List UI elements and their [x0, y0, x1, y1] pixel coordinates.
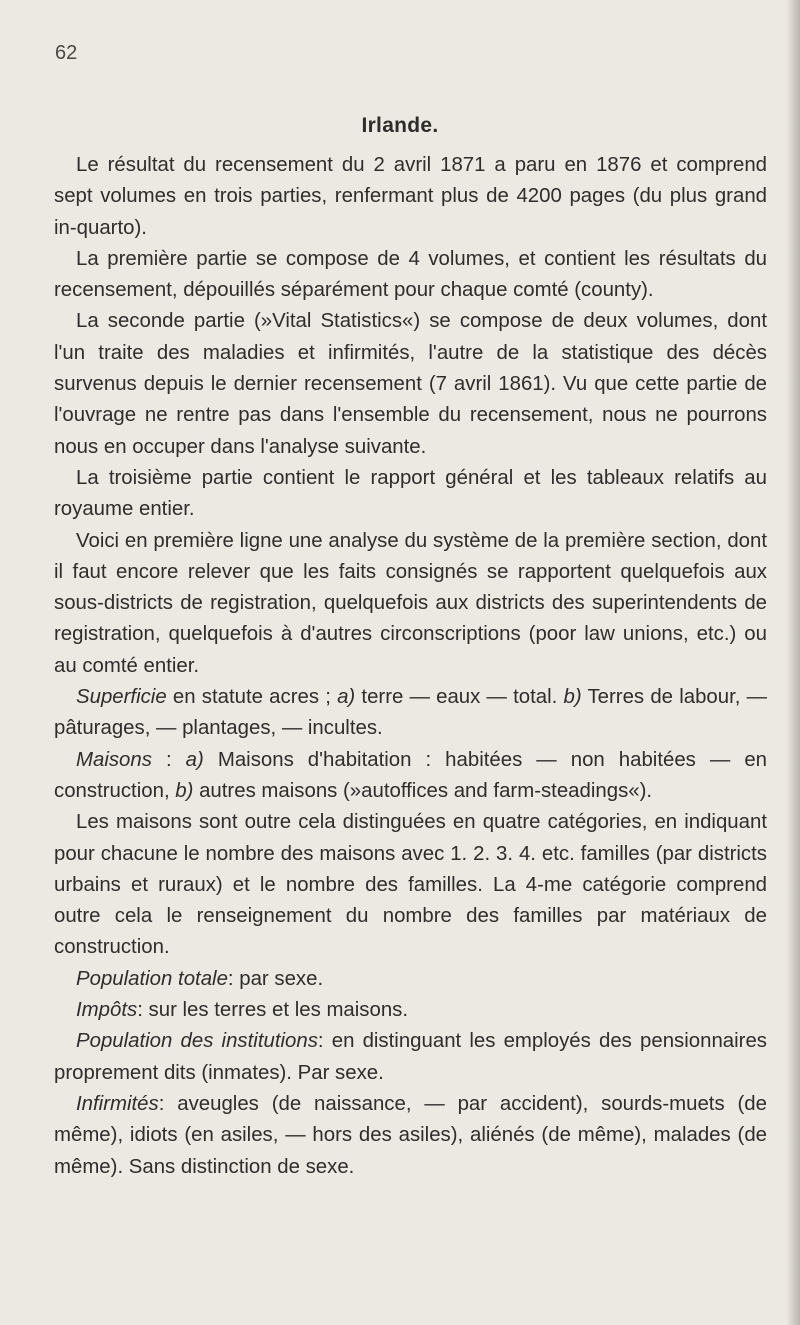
paragraph	[54, 682, 767, 745]
paragraph	[54, 244, 767, 307]
text-run: Terres de labour, — pâturages, — plantages, — incultes.	[54, 686, 767, 740]
italic-text: Population des institutions	[76, 1030, 318, 1053]
italic-text: b)	[563, 686, 582, 709]
body-text	[54, 150, 767, 1183]
section-heading: Irlande.	[361, 114, 439, 137]
italic-text: Superficie	[76, 686, 167, 709]
page-edge-shadow	[786, 0, 800, 1325]
text-run: autres maisons (»autoffices and farm-steadings«).	[193, 779, 653, 802]
italic-text: b)	[175, 779, 194, 802]
text-run: : aveugles (de naissance, — par accident), sourds-muets (de même), idiots (en asiles, — hors des asiles), aliénés (de même), malades (de même). Sans distinction de sexe.	[54, 1092, 767, 1178]
text-run: :	[151, 748, 186, 771]
paragraph	[54, 150, 767, 244]
paragraph	[54, 306, 767, 462]
italic-text: Maisons	[76, 748, 152, 771]
paragraph	[54, 1026, 767, 1089]
text-run: en statute acres ;	[166, 686, 338, 709]
italic-text: Infirmités	[76, 1092, 159, 1115]
text-run: Maisons d'habitation : habitées — non habitées — en construction,	[54, 748, 767, 802]
text-run: : sur les terres et les maisons.	[137, 999, 409, 1022]
text-run: terre — eaux — total.	[355, 686, 564, 709]
text-run: La troisième partie contient le rapport général et les tableaux relatifs au royaume entier.	[54, 466, 767, 521]
paragraph	[54, 807, 767, 963]
italic-text: Impôts	[76, 999, 138, 1022]
text-run: : par sexe.	[227, 967, 324, 990]
text-run: Le résultat du recensement du 2 avril 1871 a paru en 1876 et comprend sept volumes en trois parties, renfermant plus de 4200 pages (du plus grand in-quarto).	[54, 154, 767, 239]
text-run: La première partie se compose de 4 volumes, et contient les résultats du recensement, dépouillés séparément pour chaque comté (county).	[54, 247, 767, 302]
paragraph	[54, 964, 767, 995]
text-run: Voici en première ligne une analyse du système de la première section, dont il faut encore relever que les faits consignés se rapportent quelquefois aux sous-districts de registration, quelquefois aux districts des superintendents de registration, quelquefois à d'autres circonscriptions (poor law unions, etc.) ou au comté entier.	[54, 529, 767, 677]
text-run: Les maisons sont outre cela distinguées en quatre catégories, en indiquant pour chacune le nombre des maisons avec 1. 2. 3. 4. etc. familles (par districts urbains et ruraux) et le nombre des familles. La 4-me catégorie comprend outre cela le renseignement du nombre des familles par matériaux de construction.	[54, 811, 767, 959]
paragraph	[54, 463, 767, 526]
text-run: : en distinguant les employés des pensionnaires proprement dits (inmates). Par sexe.	[54, 1030, 767, 1084]
italic-text: Population totale	[76, 967, 228, 990]
italic-text: a)	[337, 686, 356, 709]
paragraph	[54, 745, 767, 808]
italic-text: a)	[185, 748, 204, 771]
text-run: La seconde partie (»Vital Statistics«) se compose de deux volumes, dont l'un traite des maladies et infirmités, l'autre de la statistique des décès survenus depuis le dernier recensement (7 avril 1861). Vu que cette partie de l'ouvrage ne rentre pas dans l'ensemble du recensement, nous ne pourrons nous en occuper dans l'analyse suivante.	[54, 310, 767, 458]
paragraph	[54, 995, 767, 1026]
paragraph	[54, 526, 767, 682]
paragraph	[54, 1089, 767, 1183]
page-number: 62	[55, 42, 78, 64]
